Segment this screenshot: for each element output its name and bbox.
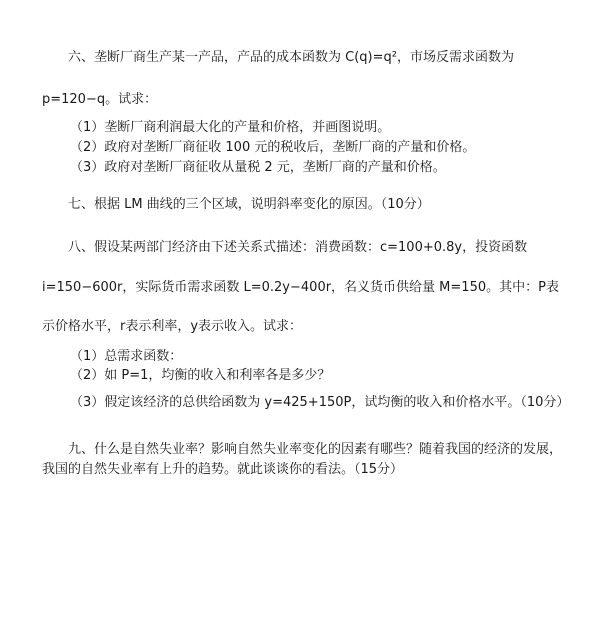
q8-line-1: 八、假设某两部门经济由下述关系式描述：消费函数：c=100+0.8y，投资函数 xyxy=(68,240,528,255)
q8-line-2: i=150−600r，实际货币需求函数 L=0.2y−400r，名义货币供给量 M=150。其中：P表 xyxy=(42,280,559,295)
q9-line-1: 九、什么是自然失业率？影响自然失业率变化的因素有哪些？随着我国的经济的发展， xyxy=(68,442,563,457)
q8-line-3: 示价格水平，r表示利率，y表示收入。试求： xyxy=(42,319,303,334)
q8-item-2: （2）如 P=1，均衡的收入和利率各是多少？ xyxy=(70,368,331,383)
q7-line-1: 七、根据 LM 曲线的三个区域，说明斜率变化的原因。（10分） xyxy=(68,197,430,212)
q6-line-2: p=120−q。试求： xyxy=(42,92,158,107)
q6-line-1: 六、垄断厂商生产某一产品，产品的成本函数为 C(q)=q²，市场反需求函数为 xyxy=(68,50,514,65)
q8-item-1: （1）总需求函数： xyxy=(70,349,183,364)
q6-item-1: （1）垄断厂商利润最大化的产量和价格，并画图说明。 xyxy=(70,120,391,135)
q6-item-2: （2）政府对垄断厂商征收 100 元的税收后，垄断厂商的产量和价格。 xyxy=(70,140,476,155)
q9-line-2: 我国的自然失业率有上升的趋势。就此谈谈你的看法。（15分） xyxy=(42,462,404,477)
q6-item-3: （3）政府对垄断厂商征收从量税 2 元，垄断厂商的产量和价格。 xyxy=(70,160,446,175)
q8-item-3: （3）假定该经济的总供给函数为 y=425+150P，试均衡的收入和价格水平。（10分） xyxy=(70,395,570,410)
